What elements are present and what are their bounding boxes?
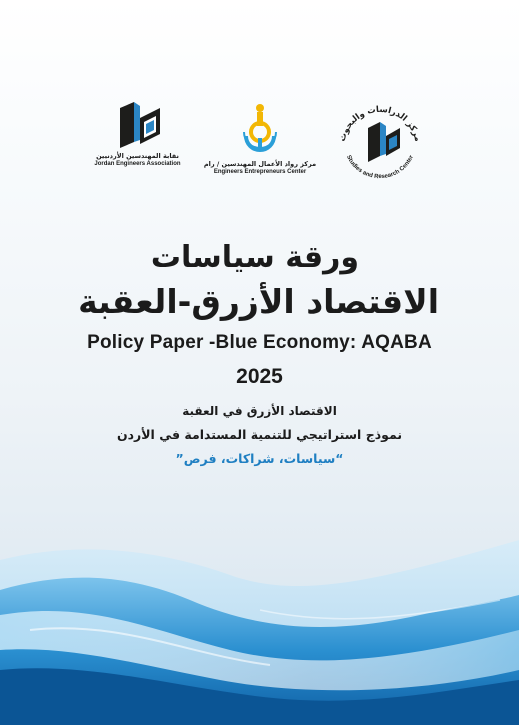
svg-text:Studies and Research Center <box>345 154 415 180</box>
jea-logo-icon <box>108 100 168 152</box>
jea-caption-en: Jordan Engineers Association <box>94 161 181 167</box>
subtitle-line3: “سياسات، شراكات، فرص” <box>175 451 344 466</box>
title-arabic-line1: ورقة سياسات <box>150 240 359 275</box>
eec-caption-ar: مركز رواد الأعمال المهندسين / رام <box>203 160 317 168</box>
jea-caption-ar: نقابة المهندسين الأردنيين <box>96 152 179 160</box>
subtitle-line2: نموذج استراتيجي للتنمية المستدامة في الأردن <box>116 427 403 442</box>
subtitle-line1: الاقتصاد الأزرق في العقبة <box>182 404 337 418</box>
src-caption-en: Studies and Research Center <box>345 154 415 181</box>
eec-logo-icon <box>238 102 282 160</box>
jea-logo <box>90 100 185 168</box>
water-wave-image <box>0 520 519 725</box>
src-logo-icon <box>330 98 430 186</box>
src-logo <box>330 98 430 186</box>
title-arabic-line2: الاقتصاد الأزرق-العقبة <box>78 282 439 321</box>
eec-logo <box>200 102 320 176</box>
eec-caption-en: Engineers Entrepreneurs Center <box>213 169 307 175</box>
src-caption-ar: مركز الدراسات والبحوث <box>337 104 423 143</box>
title-english: Policy Paper -Blue Economy: AQABA <box>87 332 432 353</box>
title-year: 2025 <box>236 365 283 388</box>
